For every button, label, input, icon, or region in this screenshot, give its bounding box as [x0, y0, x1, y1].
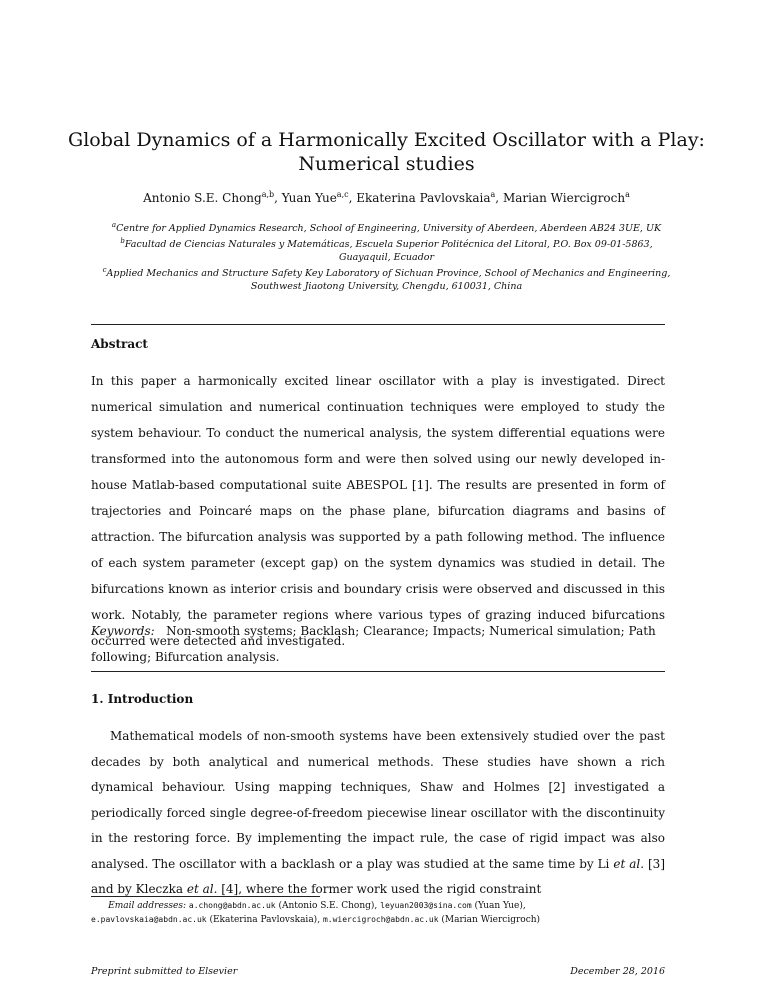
author-affil-sup: a,b	[261, 190, 275, 199]
author-name: Marian Wiercigroch	[502, 191, 626, 205]
affiliation-text: Applied Mechanics and Structure Safety Key Laboratory of Sichuan Province, School of Mechanics and Engineering,	[106, 268, 671, 280]
affiliation-text: Centre for Applied Dynamics Research, School of Engineering, University of Aberdeen, Aberdeen AB24 3UE, UK	[116, 223, 662, 235]
email-link[interactable]: m.wiercigroch@abdn.ac.uk	[322, 915, 439, 924]
author-name: Antonio S.E. Chong	[143, 191, 262, 205]
abstract-heading: Abstract	[91, 337, 148, 351]
affiliation-line	[70, 219, 703, 235]
affiliation-line	[70, 251, 703, 264]
abstract-body: In this paper a harmonically excited linear oscillator with a play is investigated. Direct numerical simulation and numerical continuation techniques were employed to study the system behaviour. To conduct the numerical analysis, the system differential equations were transformed into the autonomous form and were then solved using our newly developed in-house Matlab-based computational suite ABESPOL [1]. The results are presented in form of trajectories and Poincaré maps on the phase plane, bifurcation diagrams and basins of attraction. The bifurcation analysis was supported by a path following method. The influence of each system parameter (except gap) on the system dynamics was studied in detail. The bifurcations known as interior crisis and boundary crisis were observed and discussed in this work. Notably, the parameter regions where various types of grazing induced bifurcations occurred were detected and investigated.	[91, 374, 665, 648]
email-link[interactable]: leyuan2003@sina.com	[380, 901, 472, 910]
email-link[interactable]: e.pavlovskaia@abdn.ac.uk	[91, 915, 207, 924]
intro-text-part: [4], where the former work used the rigid constraint	[221, 882, 542, 896]
keywords-block	[91, 618, 665, 670]
footnote-line	[91, 899, 691, 913]
email-owner: (Yuan Yue),	[474, 901, 526, 911]
affiliation-line	[70, 235, 703, 251]
footnote-label: Email addresses:	[108, 901, 186, 911]
affiliation-text: Facultad de Ciencias Naturales y Matemáticas, Escuela Superior Politécnica del Litoral, P.O. Box 09-01-5863,	[124, 239, 653, 251]
author-affil-sup: a,c	[336, 190, 349, 199]
introduction-paragraph	[91, 724, 665, 903]
keywords-label: Keywords:	[91, 624, 155, 638]
author-affil-sup: a	[625, 190, 630, 199]
footnote-line	[91, 913, 691, 927]
footnote-rule	[91, 896, 320, 897]
footnote-emails	[91, 899, 691, 927]
author-name: Ekaterina Pavlovskaia	[356, 191, 491, 205]
affiliation-sup: c	[102, 266, 107, 275]
affiliation-sup: b	[120, 237, 125, 246]
title-line-1: Global Dynamics of a Harmonically Excited Oscillator with a Play:	[68, 129, 705, 151]
email-owner: (Ekaterina Pavlovskaia),	[209, 915, 321, 925]
email-owner: (Antonio S.E. Chong),	[278, 901, 378, 911]
intro-etal: et al.	[186, 882, 218, 896]
paper-title	[60, 128, 713, 176]
affiliation-line	[70, 280, 703, 293]
email-owner: (Marian Wiercigroch)	[441, 915, 541, 925]
author-affil-sup: a	[490, 190, 496, 199]
section-heading-introduction: 1. Introduction	[91, 692, 194, 706]
intro-etal: et al.	[613, 856, 645, 871]
affiliation-text: Southwest Jiaotong University, Chengdu, 610031, China	[250, 281, 523, 293]
title-line-2: Numerical studies	[298, 153, 475, 175]
author-name: Yuan Yue	[281, 191, 337, 205]
footer-date: December 28, 2016	[570, 966, 665, 977]
intro-text-part: Mathematical models of non-smooth systems have been extensively studied over the past decades by both analytical and numerical methods. These studies have shown a rich dynamical behaviour. Using mapping techniques, Shaw and Holmes [2] investigated a periodically forced single degree-of-freedom piecewise linear oscillator with the discontinuity in the restoring force. By implementing the impact rule, the case of rigid impact was also analysed. The oscillator with a backlash or a play was studied at the same time by Li	[91, 729, 665, 871]
intro-text-part: [3] and by Kleczka	[91, 856, 665, 896]
affiliation-sup: a	[111, 221, 117, 229]
abstract-bottom-rule	[91, 671, 665, 672]
affiliations	[70, 219, 703, 293]
email-link[interactable]: a.chong@abdn.ac.uk	[188, 901, 276, 910]
affiliation-text: Guayaquil, Ecuador	[338, 252, 435, 264]
footer-preprint-note: Preprint submitted to Elsevier	[91, 966, 238, 977]
author-list: Antonio S.E. Chong$^{a,b}$, Yuan Yue$^{a,c}$, Ekaterina Pavlovskaia$^a$, Marian Wiercigroch$^a$	[143, 190, 630, 205]
keywords-text: Non-smooth systems; Backlash; Clearance; Impacts; Numerical simulation; Path following; Bifurcation analysis.	[91, 624, 656, 664]
abstract-top-rule	[91, 324, 665, 325]
affiliation-line	[70, 264, 703, 280]
